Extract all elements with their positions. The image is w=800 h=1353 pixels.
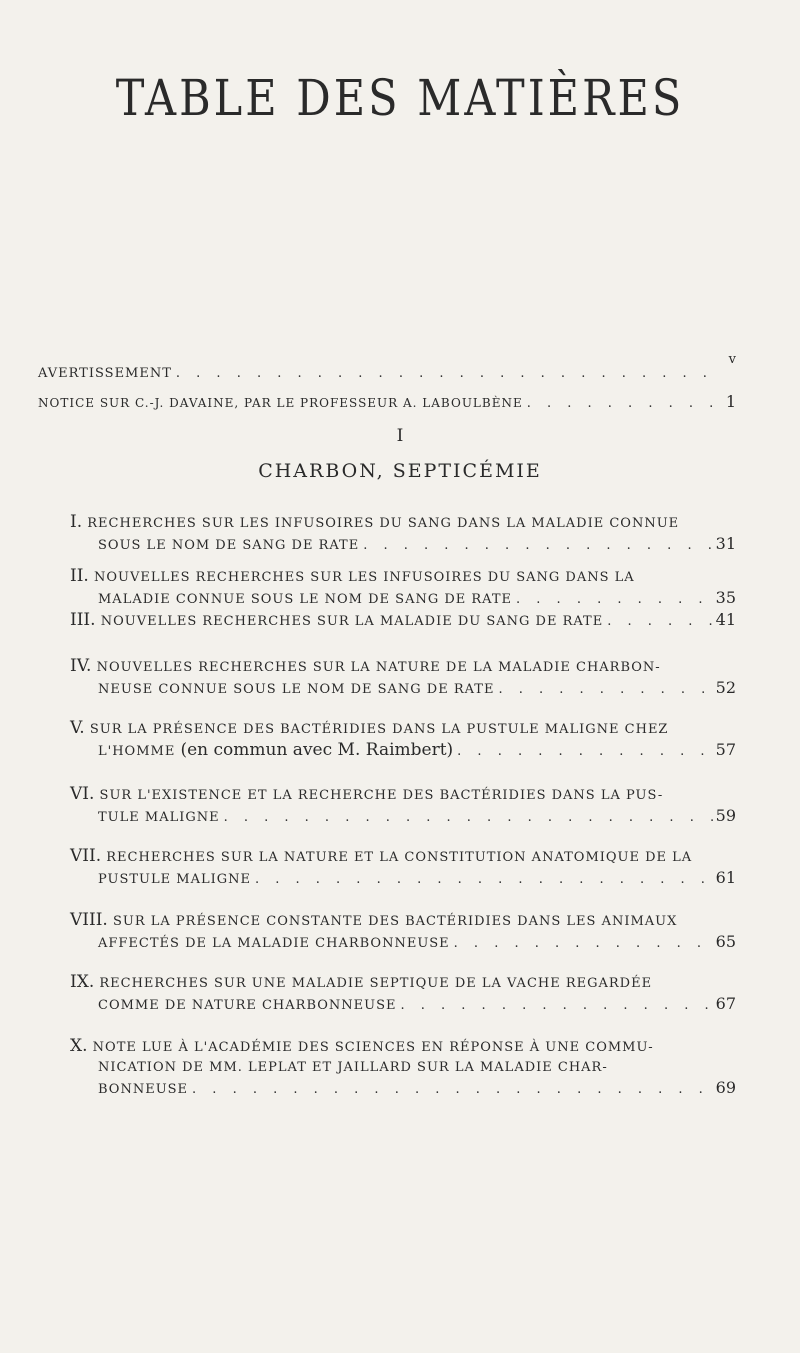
- toc-entry-page: 35: [715, 588, 736, 607]
- entry-number: VIII.: [70, 910, 108, 930]
- toc-entry-6[interactable]: [70, 784, 736, 828]
- toc-entry-3[interactable]: [70, 610, 736, 632]
- toc-entry-2[interactable]: [70, 566, 736, 610]
- entry-line2: NEUSE CONNUE SOUS LE NOM DE SANG DE RATE: [98, 682, 495, 697]
- entry-number: X.: [70, 1036, 88, 1056]
- entry-line2: L'HOMME: [98, 744, 176, 759]
- leader-dots: [494, 680, 715, 700]
- toc-entry-page: 57: [715, 740, 736, 759]
- toc-entry-page: v: [728, 352, 736, 367]
- entry-line1: RECHERCHES SUR LES INFUSOIRES DU SANG DANS LA MALADIE CONNUE: [87, 516, 680, 531]
- leader-dots: [220, 808, 716, 828]
- toc-entry-9[interactable]: [70, 972, 736, 1016]
- entry-number: VII.: [70, 846, 102, 866]
- toc-entry-avertissement[interactable]: [38, 352, 736, 384]
- leader-dots: [359, 536, 715, 556]
- toc-entry-label: AVERTISSEMENT: [38, 366, 172, 381]
- entry-line2: SOUS LE NOM DE SANG DE RATE: [98, 538, 360, 553]
- entry-line1: RECHERCHES SUR UNE MALADIE SEPTIQUE DE LA VACHE REGARDÉE: [99, 976, 653, 991]
- entry-number: IV.: [70, 656, 92, 676]
- leader-dots: [251, 870, 716, 890]
- entry-line2: MALADIE CONNUE SOUS LE NOM DE SANG DE RATE: [98, 592, 513, 607]
- leader-dots: [172, 364, 718, 384]
- toc-entry-page: 65: [715, 932, 736, 951]
- entry-line2: PUSTULE MALIGNE: [98, 872, 251, 887]
- toc-entry-page: 67: [715, 994, 736, 1013]
- page-title: TABLE DES MATIÈRES: [115, 70, 685, 128]
- toc-entry-10[interactable]: [70, 1036, 736, 1100]
- toc-entry-page: 52: [715, 678, 736, 697]
- entry-line2: NICATION DE MM. LEPLAT ET JAILLARD SUR LA MALADIE CHAR-: [98, 1060, 608, 1075]
- entry-line1: SUR L'EXISTENCE ET LA RECHERCHE DES BACTÉRIDIES DANS LA PUS-: [99, 788, 664, 803]
- entry-line2: TULE MALIGNE: [98, 810, 220, 825]
- leader-dots: [397, 996, 716, 1016]
- entry-line1: RECHERCHES SUR LA NATURE ET LA CONSTITUTION ANATOMIQUE DE LA: [106, 850, 693, 865]
- entry-line1: NOTE LUE À L'ACADÉMIE DES SCIENCES EN RÉPONSE À UNE COMMU-: [92, 1040, 654, 1055]
- entry-number: II.: [70, 566, 89, 586]
- toc-entry-page: 1: [725, 392, 736, 411]
- entry-line1: NOUVELLES RECHERCHES SUR LES INFUSOIRES DU SANG DANS LA: [93, 570, 635, 585]
- entry-number: VI.: [70, 784, 95, 804]
- entry-line1: NOUVELLES RECHERCHES SUR LA MALADIE DU SANG DE RATE: [100, 614, 604, 629]
- toc-entry-5[interactable]: [70, 718, 736, 762]
- toc-entry-label: NOTICE SUR C.-J. DAVAINE, PAR LE PROFESSEUR A. LABOULBÈNE: [38, 396, 523, 410]
- toc-entry-4[interactable]: [70, 656, 736, 700]
- toc-entry-1[interactable]: [70, 512, 736, 556]
- entry-number: III.: [70, 610, 96, 630]
- toc-entry-notice[interactable]: [38, 392, 736, 414]
- entry-line1: SUR LA PRÉSENCE CONSTANTE DES BACTÉRIDIES DANS LES ANIMAUX: [112, 914, 678, 929]
- entry-number: I.: [70, 512, 83, 532]
- entry-number: IX.: [70, 972, 95, 992]
- leader-dots: [523, 394, 718, 414]
- leader-dots: [512, 590, 716, 610]
- leader-dots: [603, 612, 715, 632]
- entry-line1: NOUVELLES RECHERCHES SUR LA NATURE DE LA MALADIE CHARBON-: [96, 660, 661, 675]
- leader-dots: [450, 934, 716, 954]
- toc-entry-page: 31: [715, 534, 736, 553]
- toc-entry-page: 59: [715, 806, 736, 825]
- entry-line3: BONNEUSE: [98, 1082, 189, 1097]
- toc-entry-8[interactable]: [70, 910, 736, 954]
- entry-line2: COMME DE NATURE CHARBONNEUSE: [98, 998, 397, 1013]
- toc-entry-7[interactable]: [70, 846, 736, 890]
- leader-dots: [188, 1080, 716, 1100]
- section-number: I: [396, 426, 404, 446]
- toc-entry-page: 41: [715, 610, 736, 629]
- section-title: CHARBON, SEPTICÉMIE: [258, 460, 542, 482]
- toc-entry-page: 69: [715, 1078, 736, 1097]
- entry-number: V.: [70, 718, 85, 738]
- leader-dots: [453, 742, 715, 762]
- entry-line1: SUR LA PRÉSENCE DES BACTÉRIDIES DANS LA PUSTULE MALIGNE CHEZ: [89, 722, 669, 737]
- entry-line2-extra: (en commun avec M. Raimbert): [180, 740, 454, 760]
- entry-line2: AFFECTÉS DE LA MALADIE CHARBONNEUSE: [98, 936, 450, 951]
- toc-entry-page: 61: [715, 868, 736, 887]
